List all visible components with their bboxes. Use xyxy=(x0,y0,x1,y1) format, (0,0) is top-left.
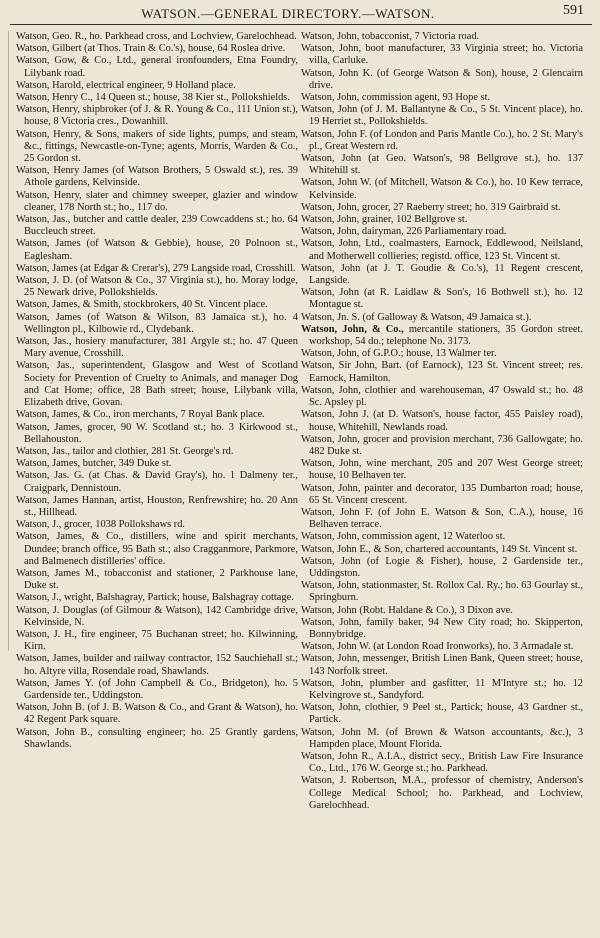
directory-entry: Watson, Henry James (of Watson Brothers, 5 Oswald st.), res. 39 Athole gardens, Kelvinside. xyxy=(16,165,298,189)
directory-entry: Watson, John, stationmaster, St. Rollox Cal. Ry.; ho. 63 Gourlay st., Springburn. xyxy=(301,580,583,604)
directory-entry: Watson, James, & Smith, stockbrokers, 40 St. Vincent place. xyxy=(16,299,268,311)
running-title: WATSON.—GENERAL DIRECTORY.—WATSON. xyxy=(141,6,435,21)
directory-entry: Watson, John, messenger, British Linen Bank, Queen street; house, 143 Norfolk street. xyxy=(301,653,583,677)
directory-entry: Watson, John W. (at London Road Ironworks), ho. 3 Armadale st. xyxy=(301,641,574,653)
directory-entry: Watson, J. Douglas (of Gilmour & Watson), 142 Cambridge drive, Kelvinside, N. xyxy=(16,604,298,628)
directory-entry: Watson, John F. (of John E. Watson & Son, C.A.), house, 16 Belhaven terrace. xyxy=(301,506,583,531)
right-column xyxy=(301,31,583,931)
directory-entry: Watson, James, builder and railway contractor, 152 Sauchiehall st.; ho. Altyre villa, Rosendale road, Shawlands. xyxy=(16,653,298,677)
directory-entry: Watson, John, wine merchant, 205 and 207 West George street; house, 10 Belhaven ter. xyxy=(301,458,583,482)
directory-entry: Watson, John, grocer, 27 Raeberry street; ho. 319 Gairbraid st. xyxy=(301,201,561,213)
directory-entry: Watson, John B., consulting engineer; ho. 25 Grantly gardens, Shawlands. xyxy=(16,726,298,750)
directory-entry: Watson, J. Robertson, M.A., professor of chemistry, Anderson's College Medical School; ho. Parkhead, and Lochview, Garelochhead. xyxy=(301,775,583,811)
directory-entry: Watson, James, grocer, 90 W. Scotland st.; ho. 3 Kirkwood st., Bellahouston. xyxy=(16,421,298,445)
directory-entry: Watson, John, grainer, 102 Bellgrove st. xyxy=(301,214,468,226)
directory-entry: Watson, John, Ltd., coalmasters, Earnock, Eddlewood, Neilsland, and Motherwell collieries; registd. office, 123 St. Vincent st. xyxy=(301,238,583,262)
directory-entry: Watson, Henry, shipbroker (of J. & R. Young & Co., 111 Union st.), house, 8 Victoria cres., Dowanhill. xyxy=(16,104,298,128)
directory-entry: Watson, John K. (of George Watson & Son), house, 2 Glencairn drive. xyxy=(301,67,583,91)
directory-entry: Watson, J. H., fire engineer, 75 Buchanan street; ho. Kilwinning, Kirn. xyxy=(16,628,298,653)
directory-entry: Watson, John (Robt. Haldane & Co.), 3 Dixon ave. xyxy=(301,604,513,616)
directory-entry: Watson, John W. (of Mitchell, Watson & Co.), ho. 10 Kew terrace, Kelvinside. xyxy=(301,177,583,201)
directory-entry: Watson, J. D. (of Watson & Co., 37 Virginia st.), ho. Moray lodge, 25 Newark drive, Pollokshields. xyxy=(16,275,298,299)
directory-entry: Watson, John, of G.P.O.; house, 13 Walmer ter. xyxy=(301,348,497,360)
directory-entry: Watson, Gow, & Co., Ltd., general ironfounders, Etna Foundry, Lilybank road. xyxy=(16,55,298,79)
directory-entry: Watson, John (of Logie & Fisher), house, 2 Gardenside ter., Uddingston. xyxy=(301,555,583,579)
directory-entry: Watson, John F. (of London and Paris Mantle Co.), ho. 2 St. Mary's pl., Great Western rd. xyxy=(301,128,583,152)
directory-entry: Watson, Henry C., 14 Queen st.; house, 38 Kier st., Pollokshields. xyxy=(16,92,290,104)
directory-entry xyxy=(301,324,583,348)
directory-entry: Watson, John, painter and decorator, 135 Dumbarton road; house, 65 St. Vincent crescent. xyxy=(301,482,583,506)
directory-entry: Watson, John, clothier, 9 Peel st., Partick; house, 43 Gardner st., Partick. xyxy=(301,702,583,726)
directory-entry: Watson, J., wright, Balshagray, Partick; house, Balshagray cottage. xyxy=(16,592,294,604)
directory-entry: Watson, Gilbert (at Thos. Train & Co.'s), house, 64 Roslea drive. xyxy=(16,43,286,55)
directory-entry: Watson, John E., & Son, chartered accountants, 149 St. Vincent st. xyxy=(301,543,578,555)
directory-entry: Watson, John R., A.I.A., district secy., British Law Fire Insurance Co., Ltd., 176 W. George st.; ho. Parkhead. xyxy=(301,750,583,775)
directory-entry: Watson, James (at Edgar & Crerar's), 279 Langside road, Crosshill. xyxy=(16,262,296,274)
directory-entry: Watson, Geo. R., ho. Parkhead cross, and Lochview, Garelochhead. xyxy=(16,31,297,42)
directory-entry: Watson, John, plumber and gasfitter, 11 M'Intyre st.; ho. 12 Kelvingrove st., Sandyford. xyxy=(301,677,583,701)
header-rule xyxy=(10,24,592,25)
directory-entry: Watson, J., grocer, 1038 Pollokshaws rd. xyxy=(16,519,186,531)
directory-entry: Watson, Sir John, Bart. (of Earnock), 123 St. Vincent street; res. Earnock, Hamilton. xyxy=(301,360,583,384)
page-header xyxy=(0,3,600,25)
directory-entry: Watson, John, commission agent, 93 Hope st. xyxy=(301,92,491,104)
directory-entry: Watson, Jas., superintendent, Glasgow and West of Scotland Society for Prevention of Cruelty to Animals, and manager Dog and Cat Home; office, 28 Bath street; house, Lilybank villa, Elizabeth drive, Govan. xyxy=(16,360,298,409)
directory-entry: Watson, James (of Watson & Wilson, 83 Jamaica st.), ho. 4 Wellington pl., Kilbowie rd., Clydebank. xyxy=(16,311,298,335)
page-margin-shadow xyxy=(8,31,9,651)
directory-entry: Watson, John, dairyman, 226 Parliamentary road. xyxy=(301,226,507,238)
directory-entry: Watson, Jas., tailor and clothier, 281 St. George's rd. xyxy=(16,445,234,457)
directory-entry: Watson, John, grocer and provision merchant, 736 Gallowgate; ho. 482 Duke st. xyxy=(301,433,583,457)
directory-entry: Watson, John M. (of Brown & Watson accountants, &c.), 3 Hampden place, Mount Florida. xyxy=(301,726,583,750)
directory-entry: Watson, Henry, & Sons, makers of side lights, pumps, and steam, &c., fittings, Newcastle-on-Tyne; agents, Morris, Warden & Co., 25 Gordon st. xyxy=(16,128,298,165)
directory-entry: Watson, Harold, electrical engineer, 9 Holland place. xyxy=(16,79,236,91)
directory-entry: Watson, John, clothier and warehouseman, 47 Oswald st.; ho. 48 Sc. Apsley pl. xyxy=(301,384,583,409)
directory-entry: Watson, John, tobacconist, 7 Victoria road. xyxy=(301,31,480,42)
directory-entry: Watson, John J. (at D. Watson's, house factor, 455 Paisley road), house, Whitehill, Newlands road. xyxy=(301,409,583,433)
directory-entry: Watson, James, & Co., distillers, wine and spirit merchants, Dundee; branch office, 95 Bath st.; also Cragganmore, Parkmore, and Balmenech distilleries' office. xyxy=(16,531,298,567)
left-column xyxy=(16,31,298,931)
directory-entry: Watson, James, butcher, 349 Duke st. xyxy=(16,458,172,470)
directory-entry: Watson, Jas., butcher and cattle dealer, 239 Cowcaddens st.; ho. 64 Buccleuch street. xyxy=(16,214,298,238)
directory-entry: Watson, Henry, slater and chimney sweeper, glazier and window cleaner, 178 North st.; ho., 117 do. xyxy=(16,189,298,213)
directory-entry: Watson, John (at Geo. Watson's, 98 Bellgrove st.), ho. 137 Whitehill st. xyxy=(301,153,583,177)
entry-details: mercantile stationers, 35 Gordon street. workshop, 54 do.; telephone No. 3173. xyxy=(309,323,583,348)
directory-entry: Watson, John, boot manufacturer, 33 Virginia street; ho. Victoria villa, Carluke. xyxy=(301,43,583,67)
page-number: 591 xyxy=(563,3,584,18)
directory-entry: Watson, John, commission agent, 12 Waterloo st. xyxy=(301,531,506,543)
directory-entry: Watson, Jn. S. (of Galloway & Watson, 49 Jamaica st.). xyxy=(301,311,532,323)
directory-entry: Watson, John, family baker, 94 New City road; ho. Skipperton, Bonnybridge. xyxy=(301,616,583,640)
directory-entry: Watson, John (of J. M. Ballantyne & Co., 5 St. Vincent place), ho. 19 Herriet st., Pollokshields. xyxy=(301,104,583,128)
entry-name-bold: Watson, John, & Co., xyxy=(301,323,404,335)
directory-entry: Watson, John B. (of J. B. Watson & Co., and Grant & Watson), ho. 42 Regent Park square. xyxy=(16,702,298,726)
directory-entry: Watson, Jas. G. (at Chas. & David Gray's), ho. 1 Dalmeny ter., Craigpark, Dennistoun. xyxy=(16,470,298,494)
directory-entry: Watson, James Y. (of John Campbell & Co., Bridgeton), ho. 5 Gardenside ter., Uddingston. xyxy=(16,677,298,701)
directory-entry: Watson, James, & Co., iron merchants, 7 Royal Bank place. xyxy=(16,409,265,421)
directory-entry: Watson, James Hannan, artist, Houston, Renfrewshire; ho. 20 Ann st., Hillhead. xyxy=(16,494,298,518)
directory-entry: Watson, John (at J. T. Goudie & Co.'s), 11 Regent crescent, Langside. xyxy=(301,262,583,287)
directory-entry: Watson, James M., tobacconist and stationer, 2 Parkhouse lane, Duke st. xyxy=(16,567,298,592)
directory-entry: Watson, John (at R. Laidlaw & Son's, 16 Bothwell st.), ho. 12 Montague st. xyxy=(301,287,583,311)
directory-entry: Watson, Jas., hosiery manufacturer, 381 Argyle st.; ho. 47 Queen Mary avenue, Crosshill. xyxy=(16,336,298,360)
directory-entry: Watson, James (of Watson & Gebbie), house, 20 Polnoon st., Eaglesham. xyxy=(16,238,298,262)
